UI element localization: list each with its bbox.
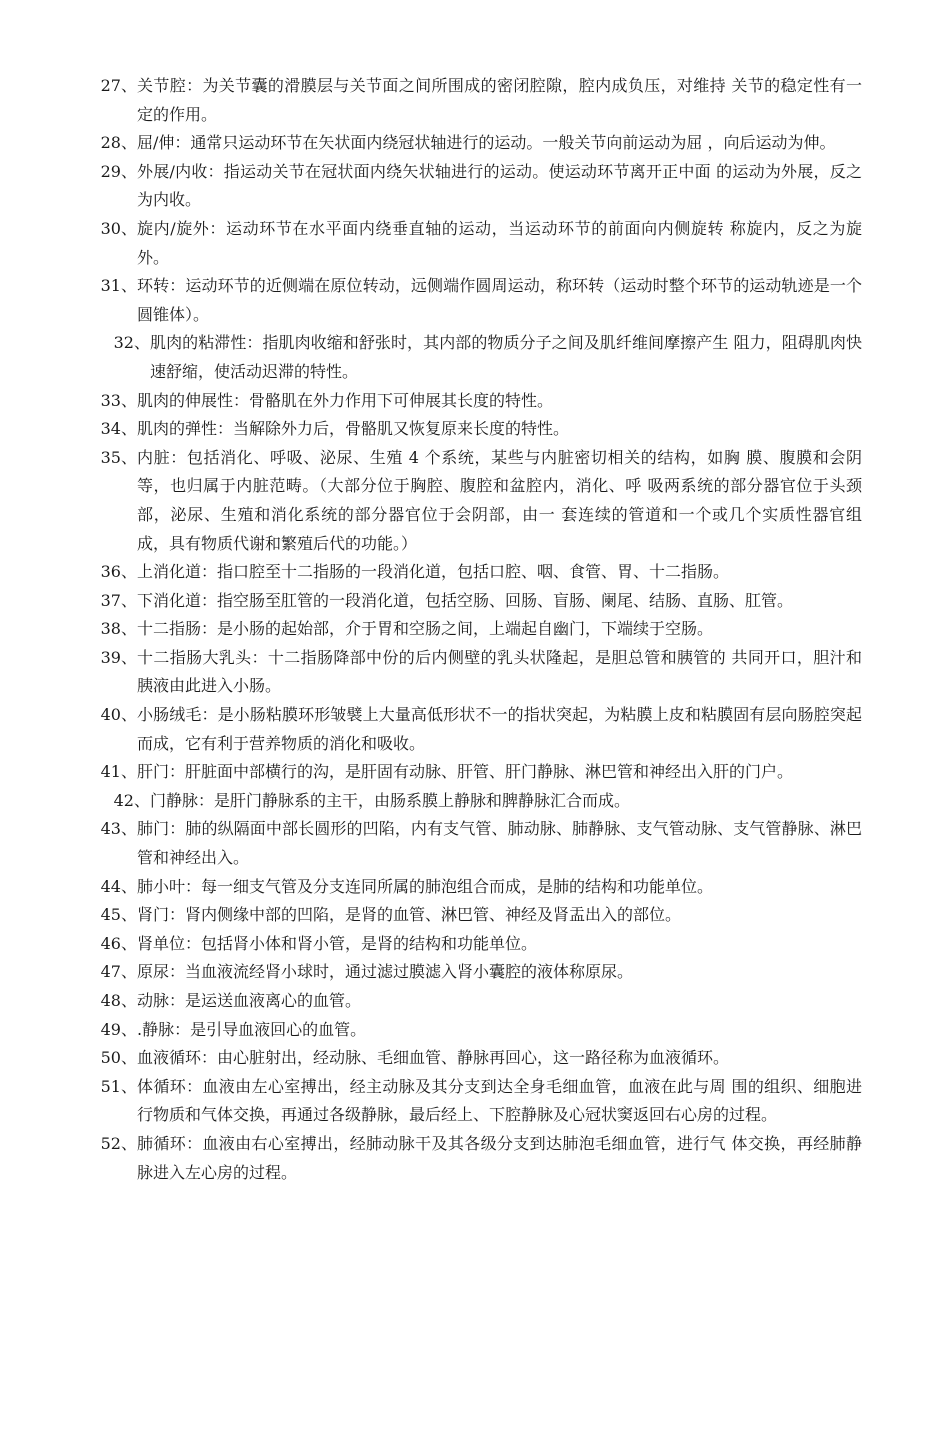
definition-item-29 bbox=[0, 158, 950, 215]
item-number: 38、 bbox=[100, 619, 137, 639]
item-number: 45、 bbox=[100, 905, 137, 925]
item-number: 49、 bbox=[100, 1019, 137, 1039]
item-number: 28、 bbox=[100, 133, 137, 153]
definition-item-47 bbox=[0, 958, 950, 987]
definition-item-48 bbox=[0, 987, 950, 1016]
item-number: 44、 bbox=[100, 876, 137, 896]
definition-item-50 bbox=[0, 1044, 950, 1073]
item-number: 43、 bbox=[100, 819, 137, 839]
item-text: 旋内/旋外：运动环节在水平面内绕垂直轴的运动，当运动环节的前面向内侧旋转 称旋内，反之为旋外。 bbox=[137, 218, 862, 267]
definition-item-33 bbox=[0, 387, 950, 416]
item-number: 36、 bbox=[100, 562, 137, 582]
item-text: 屈/伸：通常只运动环节在矢状面内绕冠状轴进行的运动。一般关节向前运动为屈 ，向后运动为伸。 bbox=[137, 133, 836, 153]
item-number: 40、 bbox=[100, 705, 137, 725]
definition-item-49 bbox=[0, 1016, 950, 1045]
item-number: 51、 bbox=[100, 1076, 137, 1096]
item-number: 34、 bbox=[100, 419, 137, 439]
item-text: 动脉：是运送血液离心的血管。 bbox=[137, 991, 362, 1010]
item-number: 39、 bbox=[100, 647, 137, 667]
item-number: 47、 bbox=[100, 962, 137, 982]
item-number: 31、 bbox=[100, 276, 137, 296]
item-number: 46、 bbox=[100, 933, 137, 953]
definition-item-34 bbox=[0, 415, 950, 444]
item-number: 30、 bbox=[100, 218, 137, 238]
definition-item-41 bbox=[0, 758, 950, 787]
item-text: 肺门：肺的纵隔面中部长圆形的凹陷，内有支气管、肺动脉、肺静脉、支气管动脉、支气管静脉、淋巴管和神经出入。 bbox=[137, 819, 862, 868]
item-text: 上消化道：指口腔至十二指肠的一段消化道，包括口腔、咽、食管、胃、十二指肠。 bbox=[137, 562, 730, 582]
item-number: 33、 bbox=[100, 390, 137, 410]
item-text: 环转：运动环节的近侧端在原位转动，远侧端作圆周运动，称环转（运动时整个环节的运动轨迹是一个圆锥体）。 bbox=[137, 276, 862, 324]
item-text: 体循环：血液由左心室搏出，经主动脉及其分支到达全身毛细血管，血液在此与周 围的组织、细胞进行物质和气体交换，再通过各级静脉，最后经上、下腔静脉及心冠状窦返回右心房的过程。 bbox=[137, 1076, 862, 1125]
definition-item-44 bbox=[0, 873, 950, 902]
item-number: 37、 bbox=[100, 590, 137, 610]
item-number: 52、 bbox=[100, 1133, 137, 1153]
definition-item-46 bbox=[0, 930, 950, 959]
definition-item-38 bbox=[0, 615, 950, 644]
item-number: 27、 bbox=[100, 76, 137, 95]
definition-item-51 bbox=[0, 1073, 950, 1130]
definition-item-27 bbox=[0, 72, 950, 129]
item-text: 肌肉的伸展性：骨骼肌在外力作用下可伸展其长度的特性。 bbox=[137, 390, 554, 410]
definition-item-31 bbox=[0, 272, 950, 329]
item-number: 29、 bbox=[100, 161, 137, 181]
definition-item-37 bbox=[0, 587, 950, 616]
item-text: 内脏：包括消化、呼吸、泌尿、生殖 4 个系统，某些与内脏密切相关的结构，如胸 膜、腹膜和会阴等，也归属于内脏范畴。（大部分位于胸腔、腹腔和盆腔内，消化、呼 吸两系统的部分器官位于头颈部，泌尿、生殖和消化系统的部分器官位于会阴部，由一 套连续的管道和一个或几个实质性器官组成，具有物质代谢和繁殖后代的功能。） bbox=[137, 447, 862, 553]
definition-item-52 bbox=[0, 1130, 950, 1187]
item-text: .静脉：是引导血液回心的血管。 bbox=[137, 1019, 367, 1039]
definition-item-45 bbox=[0, 901, 950, 930]
item-text: 下消化道：指空肠至肛管的一段消化道，包括空肠、回肠、盲肠、阑尾、结肠、直肠、肛管。 bbox=[137, 590, 794, 610]
item-text: 关节腔：为关节囊的滑膜层与关节面之间所围成的密闭腔隙，腔内成负压，对维持 关节的稳定性有一定的作用。 bbox=[137, 76, 862, 124]
definition-item-32 bbox=[0, 329, 950, 386]
definition-item-39 bbox=[0, 644, 950, 701]
document-page bbox=[0, 72, 950, 1187]
item-number: 35、 bbox=[100, 447, 137, 467]
item-text: 十二指肠：是小肠的起始部，介于胃和空肠之间，上端起自幽门，下端续于空肠。 bbox=[137, 619, 714, 639]
item-text: 肾门：肾内侧缘中部的凹陷，是肾的血管、淋巴管、神经及肾盂出入的部位。 bbox=[137, 905, 682, 925]
definition-item-40 bbox=[0, 701, 950, 758]
definition-item-36 bbox=[0, 558, 950, 587]
item-number: 50、 bbox=[100, 1048, 137, 1068]
definition-item-43 bbox=[0, 815, 950, 872]
definition-item-30 bbox=[0, 215, 950, 272]
item-text: 肺小叶：每一细支气管及分支连同所属的肺泡组合而成，是肺的结构和功能单位。 bbox=[137, 876, 714, 896]
item-text: 肌肉的弹性：当解除外力后，骨骼肌又恢复原来长度的特性。 bbox=[137, 419, 570, 439]
item-text: 门静脉：是肝门静脉系的主干，由肠系膜上静脉和脾静脉汇合而成。 bbox=[150, 790, 631, 810]
item-number: 48、 bbox=[100, 991, 137, 1010]
item-text: 肺循环：血液由右心室搏出，经肺动脉干及其各级分支到达肺泡毛细血管，进行气 体交换，再经肺静脉进入左心房的过程。 bbox=[137, 1133, 862, 1182]
item-text: 原尿：当血液流经肾小球时，通过滤过膜滤入肾小囊腔的液体称原尿。 bbox=[137, 962, 634, 982]
item-text: 肾单位：包括肾小体和肾小管，是肾的结构和功能单位。 bbox=[137, 933, 538, 953]
item-number: 32、 bbox=[113, 333, 150, 353]
item-text: 外展/内收：指运动关节在冠状面内绕矢状轴进行的运动。使运动环节离开正中面 的运动为外展，反之为内收。 bbox=[137, 161, 862, 210]
item-text: 小肠绒毛：是小肠粘膜环形皱襞上大量高低形状不一的指状突起，为粘膜上皮和粘膜固有层向肠腔突起而成，它有利于营养物质的消化和吸收。 bbox=[137, 705, 862, 753]
item-text: 血液循环：由心脏射出，经动脉、毛细血管、静脉再回心，这一路径称为血液循环。 bbox=[137, 1048, 730, 1068]
item-number: 42、 bbox=[113, 790, 150, 810]
item-number: 41、 bbox=[100, 762, 137, 782]
item-text: 十二指肠大乳头：十二指肠降部中份的后内侧壁的乳头状隆起，是胆总管和胰管的 共同开口，胆汁和胰液由此进入小肠。 bbox=[137, 647, 862, 696]
definition-item-42 bbox=[0, 787, 950, 816]
definition-item-35 bbox=[0, 444, 950, 558]
item-text: 肝门：肝脏面中部横行的沟，是肝固有动脉、肝管、肝门静脉、淋巴管和神经出入肝的门户。 bbox=[137, 762, 794, 782]
definition-item-28 bbox=[0, 129, 950, 158]
item-text: 肌肉的粘滞性：指肌肉收缩和舒张时，其内部的物质分子之间及肌纤维间摩擦产生 阻力，阻碍肌肉快速舒缩，使活动迟滞的特性。 bbox=[150, 333, 862, 381]
